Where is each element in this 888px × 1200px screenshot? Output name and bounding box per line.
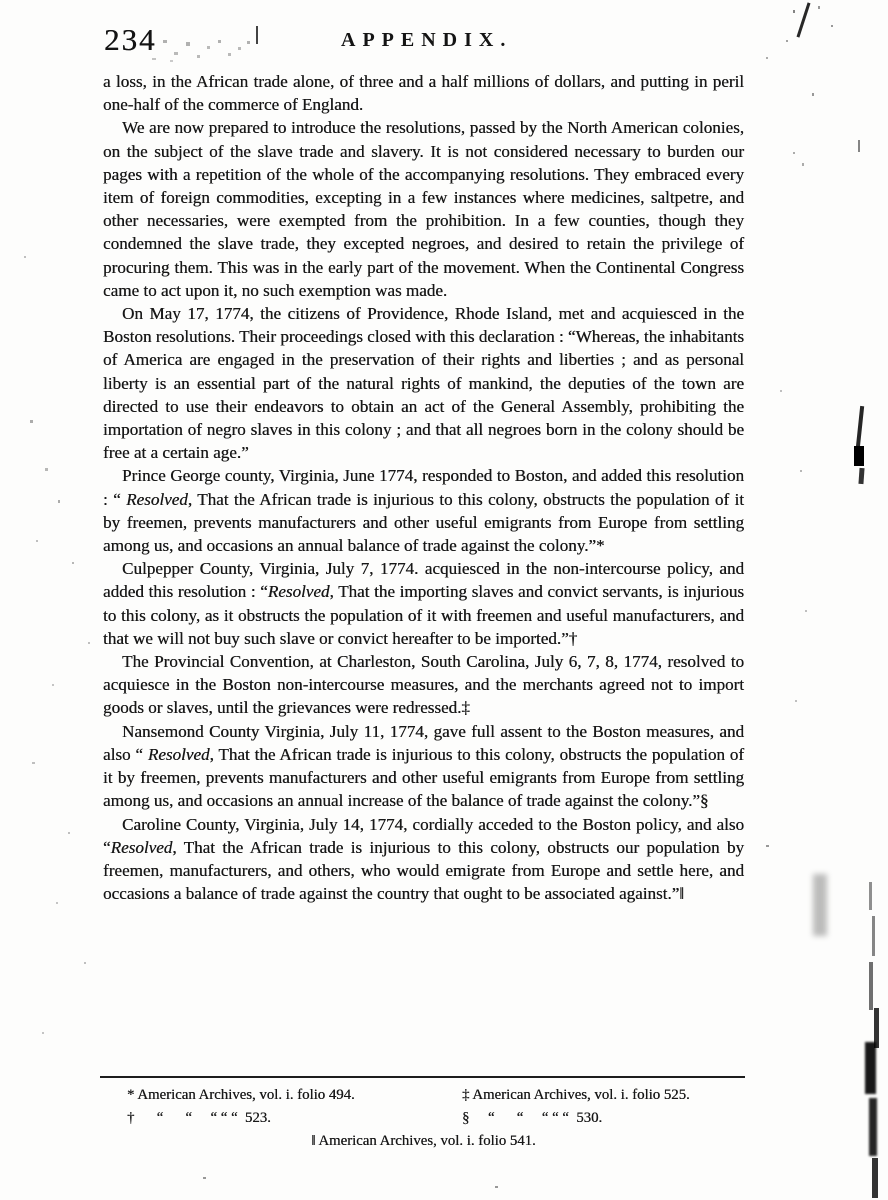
footnotes: [103, 1084, 744, 1153]
scan-speck: [813, 874, 827, 936]
scan-speck: [865, 1042, 876, 1094]
scan-speck: [238, 47, 241, 50]
scan-speck: [197, 55, 200, 58]
scan-speck: [858, 468, 864, 484]
scan-speck: [795, 700, 797, 702]
text-run: , That the importing slaves and convict servants, is injurious to this colony, as it obstructs the population of it with freemen and useful manufacturers, and that we will not buy such slave or convict hereafter to be imported.”†: [103, 582, 745, 648]
scan-speck: [793, 152, 795, 154]
text-run: Nansemond County Virginia, July 11, 1774, gave full assent to the Boston measures, and also “: [103, 721, 744, 764]
text-run: , That the African trade is injurious to this colony, obstructs the population of it by freemen, prevents manufacturers and other useful emigrants from Europe from settling among us, and occasions an annual balance of trade against the colony.”*: [103, 489, 744, 556]
paragraph: [103, 302, 744, 464]
scan-speck: [812, 93, 814, 96]
scan-speck: [174, 52, 178, 55]
footnote-divider: [100, 1076, 745, 1078]
scan-speck: [805, 610, 807, 612]
scan-speck: [84, 962, 86, 964]
scan-speck: [52, 684, 54, 686]
scan-speck: [207, 46, 210, 49]
running-title: APPENDIX.: [341, 29, 513, 51]
italic-text-run: Resolved: [126, 489, 188, 509]
scan-speck: [256, 26, 258, 44]
scan-speck: [802, 163, 804, 166]
scan-speck: [766, 845, 769, 847]
footnote-row: [103, 1107, 744, 1130]
scan-speck: [854, 446, 864, 466]
scan-speck: [786, 40, 788, 42]
scan-speck: [818, 6, 820, 9]
paragraph: [103, 813, 744, 906]
scan-speck: [856, 406, 864, 448]
paragraph: [103, 116, 744, 302]
scan-speck: [24, 256, 26, 258]
text-run: , That the African trade is injurious to this colony, obstructs our population by freemen, manufacturers, and others, who would emigrate from Europe and settle here, and occasions a balance of trade against the country that ought to be associated against.”‖: [103, 837, 744, 904]
scan-speck: [68, 832, 70, 834]
text-run: Prince George county, Virginia, June 1774, responded to Boston, and added this resolution : “: [103, 466, 744, 509]
scan-speck: [780, 390, 782, 392]
scan-speck: [152, 58, 156, 60]
footnote-row: [103, 1084, 744, 1107]
italic-text-run: Resolved: [147, 744, 210, 764]
scan-speck: [163, 40, 167, 43]
body-text: [103, 70, 744, 905]
scan-speck: [203, 1177, 206, 1179]
scan-speck: [228, 53, 231, 56]
footnote-left: * American Archives, vol. i. folio 494.: [127, 1087, 355, 1103]
paragraph: [103, 650, 744, 720]
scan-speck: [42, 1032, 44, 1034]
footnote-row: ‖ American Archives, vol. i. folio 541.: [311, 1133, 536, 1149]
scan-speck: [88, 642, 90, 644]
scan-speck: [872, 1158, 878, 1198]
scan-speck: [218, 40, 221, 43]
scan-speck: [800, 470, 802, 472]
scan-speck: [186, 42, 190, 46]
scan-speck: [56, 902, 58, 904]
paragraph: [103, 720, 744, 813]
footnote-left: † “ “ “ “ “ 523.: [127, 1110, 271, 1126]
scan-speck: [72, 562, 74, 564]
italic-text-run: Resolved: [267, 582, 330, 602]
scan-speck: [495, 1186, 498, 1188]
page-number: 234: [104, 22, 157, 57]
scan-speck: [247, 41, 250, 44]
italic-text-run: Resolved: [110, 837, 173, 857]
scan-speck: [874, 1008, 879, 1048]
text-run: On May 17, 1774, the citizens of Providence, Rhode Island, met and acquiesced in the Boston resolutions. Their proceedings closed with this declaration : “Whereas, the inhabitants of America are engaged in the preservation of their rights and liberties ; and as personal liberty is an essential part of the natural rights of mankind, the deputies of the town are directed to use their endeavors to obtain an act of the General Assembly, prohibiting the importation of negro slaves in this colony ; and that all negroes born in the colony should be free at a certain age.”: [103, 304, 745, 463]
scan-speck: [872, 916, 875, 956]
scan-speck: [170, 60, 173, 62]
scan-speck: [793, 10, 795, 13]
scan-speck: [869, 962, 873, 1010]
text-run: The Provincial Convention, at Charleston, South Carolina, July 6, 7, 8, 1774, resolved to acquiesce in the Boston non-intercourse measures, and the merchants agreed not to import goods or slaves, until the grievances were redressed.‡: [103, 652, 744, 718]
footnote-right: ‡ American Archives, vol. i. folio 525.: [462, 1087, 690, 1103]
paragraph: [103, 464, 744, 557]
text-run: Culpepper County, Virginia, July 7, 1774. acquiesced in the non-intercourse policy, and added this resolution : “: [103, 559, 744, 602]
text-run: a loss, in the African trade alone, of three and a half millions of dollars, and putting in peril one-half of the commerce of England.: [103, 72, 744, 115]
text-run: , That the African trade is injurious to this colony, obstructs the population of it by freemen, prevents manufacturers and other useful emigrants from Europe from settling among us, and occasions an annual increase of the balance of trade against the colony.”§: [103, 744, 745, 811]
scan-speck: [831, 25, 833, 27]
scan-speck: [45, 468, 48, 471]
scan-speck: [58, 500, 60, 503]
text-run: Caroline County, Virginia, July 14, 1774, cordially acceded to the Boston policy, and also “: [103, 814, 744, 857]
scan-speck: [858, 140, 860, 152]
scan-speck: [30, 420, 33, 423]
paragraph: [103, 70, 744, 116]
scan-speck: [36, 540, 38, 542]
scan-speck: [32, 762, 35, 764]
scan-speck: [869, 1098, 877, 1156]
scan-speck: [797, 2, 811, 37]
scan-speck: [766, 57, 768, 59]
footnote-right: § “ “ “ “ “ 530.: [462, 1110, 603, 1126]
text-run: We are now prepared to introduce the resolutions, passed by the North American colonies, on the subject of the slave trade and slavery. It is not considered necessary to burden our pages with a repetition of the whole of the accompanying resolutions. They embraced every item of foreign commodities, excepting in a few instances where medicines, saltpetre, and other necessaries, were exempted from the prohibition. In a few counties, though they condemned the slave trade, they excepted negroes, and desired to retain the privilege of procuring them. This was in the early part of the movement. When the Continental Congress came to act upon it, no such exemption was made.: [103, 118, 744, 300]
scan-speck: [869, 882, 872, 910]
paragraph: [103, 557, 744, 650]
